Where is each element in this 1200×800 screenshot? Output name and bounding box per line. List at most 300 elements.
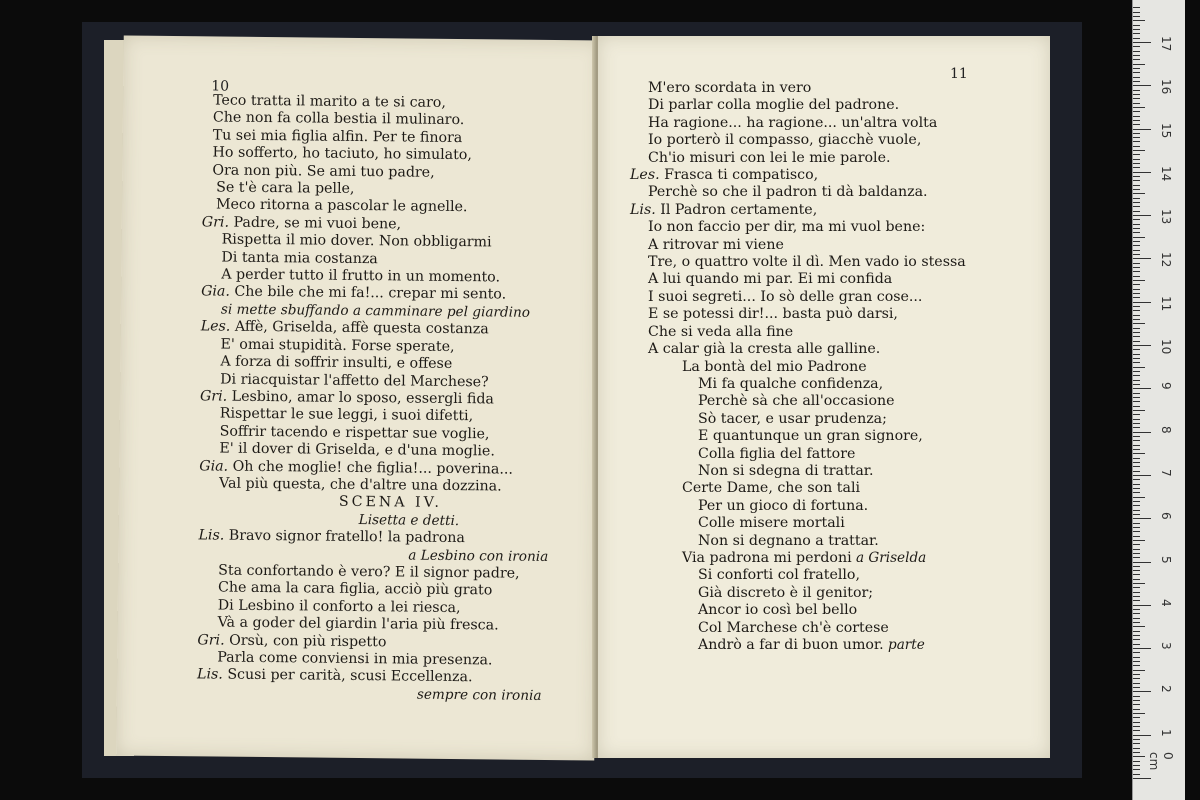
verse-text: Di tanta mia costanza	[221, 249, 378, 267]
ruler-tick	[1133, 518, 1151, 519]
ruler-number: 7	[1159, 468, 1173, 477]
text-line	[620, 132, 966, 149]
ruler-tick	[1133, 68, 1140, 69]
verse-text: Ha ragione... ha ragione... un'altra volta	[648, 114, 938, 131]
ruler-tick	[1133, 484, 1140, 485]
verse-text: Oh che moglie! che figlia!... poverina...	[232, 458, 514, 478]
verse-text: A ritrovar mi viene	[648, 236, 784, 253]
ruler-number: 13	[1159, 209, 1173, 225]
ruler-tick	[1133, 25, 1140, 26]
ruler-tick	[1133, 237, 1145, 238]
ruler-tick	[1133, 20, 1145, 21]
verse-text: E' il dover di Griselda, e d'una moglie.	[219, 440, 495, 460]
ruler-tick	[1133, 310, 1140, 311]
ruler-tick	[1133, 245, 1140, 246]
text-line	[620, 567, 966, 584]
ruler-tick	[1133, 419, 1140, 420]
verse-text: Val più questa, che d'altre una dozzina.	[219, 475, 502, 495]
ruler-tick	[1133, 613, 1140, 614]
ruler-number: 15	[1159, 122, 1173, 138]
ruler-tick	[1133, 657, 1140, 658]
stage-direction: sempre con ironia	[416, 686, 542, 704]
ruler-tick	[1133, 64, 1145, 65]
text-line	[620, 306, 966, 323]
ruler-tick	[1133, 713, 1145, 714]
verse-text: E' omai stupidità. Forse sperate,	[220, 336, 455, 355]
verse-text: Affè, Griselda, affè questa costanza	[234, 318, 489, 338]
verse-text: Colla figlia del fattore	[698, 445, 856, 462]
ruler-tick	[1133, 639, 1140, 640]
verse-text: A lui quando mi par. Ei mi confida	[648, 271, 893, 288]
ruler-tick	[1133, 778, 1151, 779]
ruler-tick	[1133, 232, 1140, 233]
text-line	[620, 80, 966, 97]
text-line	[620, 585, 966, 602]
speaker-label: Lis.	[198, 527, 229, 544]
ruler-tick	[1133, 120, 1140, 121]
ruler-tick	[1133, 674, 1140, 675]
speaker-label: Lis.	[630, 201, 661, 218]
ruler-tick	[1133, 765, 1140, 766]
ruler-tick	[1133, 514, 1140, 515]
right-page	[598, 36, 1050, 758]
ruler-tick	[1133, 492, 1140, 493]
scene-heading: SCENA IV.	[338, 494, 442, 512]
ruler-number: 16	[1159, 79, 1173, 95]
ruler-tick	[1133, 107, 1145, 108]
ruler-tick	[1133, 180, 1140, 181]
ruler-tick	[1133, 46, 1140, 47]
ruler-tick	[1133, 722, 1140, 723]
verse-text: E se potessi dir!... basta può darsi,	[648, 306, 898, 323]
text-line	[620, 184, 966, 201]
ruler-number: 4	[1159, 598, 1173, 607]
verse-text: Ancor io così bel bello	[698, 602, 858, 619]
ruler-tick	[1133, 215, 1151, 216]
left-page-text	[197, 92, 553, 705]
verse-text: A forza di soffrir insulti, e offese	[220, 353, 453, 373]
ruler-tick	[1133, 103, 1140, 104]
ruler-tick	[1133, 380, 1140, 381]
ruler-tick	[1133, 241, 1140, 242]
ruler-tick	[1133, 631, 1140, 632]
ruler-tick	[1133, 626, 1145, 627]
ruler-tick	[1133, 423, 1140, 424]
text-line	[620, 393, 966, 410]
verse-text: Via padrona mi perdoni	[682, 549, 852, 566]
text-line	[620, 271, 966, 288]
verse-text: Parla come conviensi in mia presenza.	[217, 649, 493, 669]
ruler-tick	[1133, 549, 1140, 550]
ruler-tick	[1133, 289, 1140, 290]
verse-text: Soffrir tacendo e rispettar sue voglie,	[219, 423, 490, 443]
ruler-tick	[1133, 51, 1140, 52]
stage-direction: Lisetta e detti.	[358, 511, 460, 529]
ruler-tick	[1133, 111, 1140, 112]
ruler-tick	[1133, 154, 1140, 155]
ruler-tick	[1133, 471, 1140, 472]
verse-text: Frasca ti compatisco,	[664, 167, 819, 184]
verse-text: Và a goder del giardin l'aria più fresca.	[217, 614, 499, 634]
ruler-tick	[1133, 466, 1140, 467]
ruler-tick	[1133, 544, 1140, 545]
ruler-tick	[1133, 596, 1140, 597]
text-line	[620, 446, 966, 463]
text-line	[620, 550, 966, 567]
ruler-tick	[1133, 445, 1140, 446]
ruler-tick	[1133, 566, 1140, 567]
ruler-tick	[1133, 219, 1140, 220]
verse-text: Perchè sà che all'occasione	[698, 393, 895, 410]
text-line	[620, 237, 966, 254]
text-line	[620, 289, 966, 306]
verse-text: Che si veda alla fine	[648, 323, 794, 340]
verse-text: Sta confortando è vero? E il signor padre,	[218, 562, 520, 582]
speaker-label: Gia.	[201, 283, 235, 301]
ruler-tick	[1133, 574, 1140, 575]
ruler-tick	[1133, 198, 1140, 199]
ruler-tick	[1133, 98, 1140, 99]
ruler-tick	[1133, 375, 1140, 376]
ruler-tick	[1133, 202, 1140, 203]
ruler-tick	[1133, 16, 1140, 17]
ruler-tick	[1133, 479, 1140, 480]
verse-text: Mi fa qualche confidenza,	[698, 375, 884, 392]
ruler-tick	[1133, 488, 1140, 489]
speaker-label: Gri.	[201, 214, 234, 231]
text-line	[620, 376, 966, 393]
text-line	[197, 684, 547, 705]
ruler-tick	[1133, 553, 1140, 554]
ruler-tick	[1133, 319, 1140, 320]
verse-text: Io non faccio per dir, ma mi vuol bene:	[648, 219, 926, 236]
ruler-number: 1	[1159, 728, 1173, 737]
ruler-tick	[1133, 510, 1140, 511]
ruler-tick	[1133, 652, 1140, 653]
verse-text: Non si sdegna di trattar.	[698, 462, 874, 479]
text-line	[620, 428, 966, 445]
ruler-tick	[1133, 354, 1140, 355]
ruler-tick	[1133, 579, 1140, 580]
ruler-tick	[1133, 648, 1151, 649]
ruler-tick	[1133, 211, 1140, 212]
verse-text: Che non fa colla bestia il mulinaro.	[212, 109, 465, 129]
ruler-tick	[1133, 55, 1140, 56]
ruler-tick	[1133, 644, 1140, 645]
speaker-label: Les.	[630, 167, 665, 184]
text-line	[620, 115, 966, 132]
ruler-tick	[1133, 271, 1140, 272]
stage-direction: si mette sbuffando a camminare pel giardino	[220, 301, 531, 321]
verse-text: Sò tacer, e usar prudenza;	[698, 410, 887, 427]
verse-text: Ora non più. Se ami tuo padre,	[212, 162, 435, 181]
ruler-tick	[1133, 406, 1140, 407]
ruler-tick	[1133, 600, 1140, 601]
ruler-tick	[1133, 90, 1140, 91]
verse-text: Di riacquistar l'affetto del Marchese?	[220, 371, 489, 390]
text-line	[620, 150, 966, 167]
ruler-tick	[1133, 137, 1140, 138]
ruler-tick	[1133, 167, 1140, 168]
verse-text: Andrò a far di buon umor.	[698, 637, 884, 653]
ruler-tick	[1133, 388, 1151, 389]
verse-text: Teco tratta il marito a te si caro,	[213, 92, 446, 111]
ruler-number: 11	[1159, 295, 1173, 311]
ruler-tick	[1133, 12, 1140, 13]
text-line	[620, 533, 966, 550]
text-line	[620, 254, 966, 271]
verse-text: Io porterò il compasso, giacchè vuole,	[648, 132, 922, 149]
verse-text: Tu sei mia figlia alfin. Per te finora	[212, 127, 463, 146]
verse-text: E quantunque un gran signore,	[698, 428, 923, 445]
stage-direction: a Griselda	[851, 549, 927, 566]
ruler-tick	[1133, 523, 1140, 524]
ruler-number: 10	[1159, 339, 1173, 355]
text-line	[620, 359, 966, 376]
ruler-tick	[1133, 570, 1140, 571]
text-line	[620, 324, 966, 341]
ruler-tick	[1133, 497, 1145, 498]
ruler-number: 6	[1159, 512, 1173, 520]
ruler-tick	[1133, 709, 1140, 710]
verse-text: La bontà del mio Padrone	[682, 358, 867, 375]
ruler-tick	[1133, 146, 1140, 147]
ruler-tick	[1133, 462, 1140, 463]
verse-text: Si conforti col fratello,	[698, 567, 860, 584]
ruler-number: 17	[1159, 35, 1173, 52]
ruler-tick	[1133, 332, 1140, 333]
text-line	[620, 202, 966, 219]
text-line	[620, 498, 966, 515]
ruler-tick	[1133, 159, 1140, 160]
verse-text: Tre, o quattro volte il dì. Men vado io stessa	[648, 254, 966, 271]
text-line	[620, 620, 966, 637]
ruler-tick	[1133, 618, 1140, 619]
ruler-tick	[1133, 29, 1140, 30]
ruler-tick	[1133, 769, 1140, 770]
ruler-tick	[1133, 185, 1140, 186]
ruler-tick	[1133, 536, 1140, 537]
verse-text: Colle misere mortali	[698, 515, 845, 532]
left-page	[116, 36, 602, 761]
ruler-tick	[1133, 7, 1140, 8]
ruler-tick	[1133, 77, 1140, 78]
ruler-tick	[1133, 700, 1140, 701]
ruler-tick	[1133, 678, 1140, 679]
right-page-number: 11	[950, 66, 968, 82]
ruler-tick	[1133, 276, 1140, 277]
ruler-tick	[1133, 752, 1140, 753]
ruler-tick	[1133, 393, 1140, 394]
ruler-tick	[1133, 38, 1140, 39]
verse-text: Non si degnano a trattar.	[698, 532, 879, 549]
ruler-tick	[1133, 371, 1140, 372]
text-line	[620, 602, 966, 619]
ruler-tick	[1133, 704, 1140, 705]
ruler-tick	[1133, 661, 1140, 662]
verse-text: Che bile che mi fa!... crepar mi sento.	[234, 284, 507, 304]
ruler-tick	[1133, 94, 1140, 95]
ruler-tick	[1133, 735, 1151, 736]
ruler-tick	[1133, 85, 1151, 86]
text-line	[620, 515, 966, 532]
ruler-tick	[1133, 193, 1145, 194]
right-page-text	[620, 80, 966, 654]
ruler-tick	[1133, 341, 1140, 342]
ruler-number: 12	[1159, 252, 1173, 268]
ruler-tick	[1133, 141, 1140, 142]
ruler-tick	[1133, 306, 1140, 307]
ruler-tick	[1133, 501, 1140, 502]
stage-direction: parte	[883, 637, 925, 653]
verse-text: Perchè so che il padron ti dà baldanza.	[648, 184, 928, 201]
ruler-tick	[1133, 427, 1140, 428]
ruler-tick	[1133, 33, 1140, 34]
ruler-tick	[1133, 436, 1140, 437]
ruler-tick	[1133, 176, 1140, 177]
ruler-tick	[1133, 258, 1151, 259]
verse-text: Meco ritorna a pascolar le agnelle.	[215, 196, 468, 216]
verse-text: Se t'è cara la pelle,	[216, 179, 355, 197]
ruler-tick	[1133, 540, 1145, 541]
ruler-tick	[1133, 717, 1140, 718]
text-line	[620, 219, 966, 236]
ruler-number: 3	[1159, 642, 1173, 650]
verse-text: Per un gioco di fortuna.	[698, 497, 869, 514]
ruler-tick	[1133, 189, 1140, 190]
text-line	[620, 463, 966, 480]
ruler-tick	[1133, 527, 1140, 528]
ruler-number: 8	[1159, 425, 1173, 434]
ruler-tick	[1133, 756, 1145, 757]
ruler-tick	[1133, 362, 1140, 363]
ruler-tick	[1133, 592, 1140, 593]
text-line	[620, 637, 966, 654]
ruler-tick	[1133, 691, 1151, 692]
ruler-tick	[1133, 410, 1145, 411]
ruler-tick	[1133, 302, 1151, 303]
speaker-label: Gia.	[199, 457, 233, 475]
text-line	[620, 411, 966, 428]
ruler-tick	[1133, 263, 1140, 264]
ruler-tick	[1133, 401, 1140, 402]
ruler-tick	[1133, 453, 1145, 454]
ruler-tick	[1133, 739, 1140, 740]
ruler-tick	[1133, 254, 1140, 255]
text-line	[198, 527, 548, 548]
ruler-tick	[1133, 696, 1140, 697]
speaker-label: Les.	[200, 318, 235, 335]
verse-text: Scusi per carità, scusi Eccellenza.	[227, 667, 473, 686]
text-line	[620, 480, 966, 497]
ruler-tick	[1133, 228, 1140, 229]
verse-text: Certe Dame, che son tali	[682, 480, 861, 497]
ruler-tick	[1133, 531, 1140, 532]
ruler-number: 14	[1159, 165, 1173, 182]
ruler-tick	[1133, 284, 1140, 285]
text-line	[197, 667, 547, 688]
ruler-tick	[1133, 280, 1145, 281]
ruler-tick	[1133, 726, 1140, 727]
ruler-tick	[1133, 665, 1140, 666]
verse-text: Che ama la cara figlia, acciò più grato	[217, 579, 493, 599]
ruler-tick	[1133, 315, 1140, 316]
text-line	[620, 97, 966, 114]
verse-text: I suoi segreti... Io sò delle gran cose...	[648, 288, 923, 305]
verse-text: Ch'io misuri con lei le mie parole.	[648, 149, 891, 166]
verse-text: Orsù, con più rispetto	[229, 632, 387, 650]
ruler-tick	[1133, 730, 1140, 731]
ruler-tick	[1133, 587, 1140, 588]
ruler-tick	[1133, 432, 1151, 433]
ruler-tick	[1133, 583, 1145, 584]
ruler-tick	[1133, 150, 1145, 151]
verse-text: Col Marchese ch'è cortese	[698, 619, 889, 636]
ruler-tick	[1133, 449, 1140, 450]
ruler-tick	[1133, 267, 1140, 268]
verse-text: A calar già la cresta alle galline.	[648, 341, 881, 358]
verse-text: Padre, se mi vuoi bene,	[233, 214, 402, 233]
ruler-tick	[1133, 397, 1140, 398]
verse-text: Lesbino, amar lo sposo, essergli fida	[231, 388, 494, 408]
ruler-tick	[1133, 670, 1145, 671]
verse-text: Di parlar colla moglie del padrone.	[648, 97, 900, 114]
ruler-tick	[1133, 743, 1140, 744]
ruler-tick	[1133, 323, 1145, 324]
verse-text: Ho sofferto, ho taciuto, ho simulato,	[212, 144, 472, 164]
ruler-tick	[1133, 683, 1140, 684]
ruler-tick	[1133, 206, 1140, 207]
ruler-tick	[1133, 761, 1140, 762]
verse-text: Bravo signor fratello! la padrona	[228, 527, 465, 547]
verse-text: Già discreto è il genitor;	[698, 584, 874, 601]
ruler-tick	[1133, 609, 1140, 610]
ruler-tick	[1133, 367, 1145, 368]
stage-direction: a Lesbino con ironia	[408, 547, 549, 565]
ruler-tick	[1133, 116, 1140, 117]
verse-text: Rispetta il mio dover. Non obbligarmi	[221, 231, 492, 251]
measuring-ruler	[1132, 0, 1185, 800]
speaker-label: Gri.	[197, 631, 230, 649]
ruler-tick	[1133, 345, 1151, 346]
ruler-tick	[1133, 81, 1140, 82]
ruler-tick	[1133, 605, 1151, 606]
ruler-tick	[1133, 293, 1140, 294]
ruler-tick	[1133, 297, 1140, 298]
ruler-tick	[1133, 414, 1140, 415]
ruler-tick	[1133, 458, 1140, 459]
ruler-unit-label: 0 cm	[1147, 752, 1175, 771]
ruler-number: 9	[1159, 382, 1173, 390]
ruler-tick	[1133, 336, 1140, 337]
text-line	[620, 341, 966, 358]
ruler-tick	[1133, 440, 1140, 441]
ruler-tick	[1133, 475, 1151, 476]
ruler-tick	[1133, 349, 1140, 350]
ruler-tick	[1133, 59, 1140, 60]
ruler-tick	[1133, 384, 1140, 385]
ruler-tick	[1133, 505, 1140, 506]
verse-text: Il Padron certamente,	[660, 201, 818, 218]
ruler-tick	[1133, 687, 1140, 688]
ruler-tick	[1133, 172, 1151, 173]
ruler-tick	[1133, 133, 1140, 134]
ruler-tick	[1133, 562, 1151, 563]
speaker-label: Gri.	[199, 388, 232, 405]
ruler-tick	[1133, 72, 1140, 73]
speaker-label: Lis.	[197, 666, 228, 684]
left-page-number: 10	[211, 78, 230, 95]
